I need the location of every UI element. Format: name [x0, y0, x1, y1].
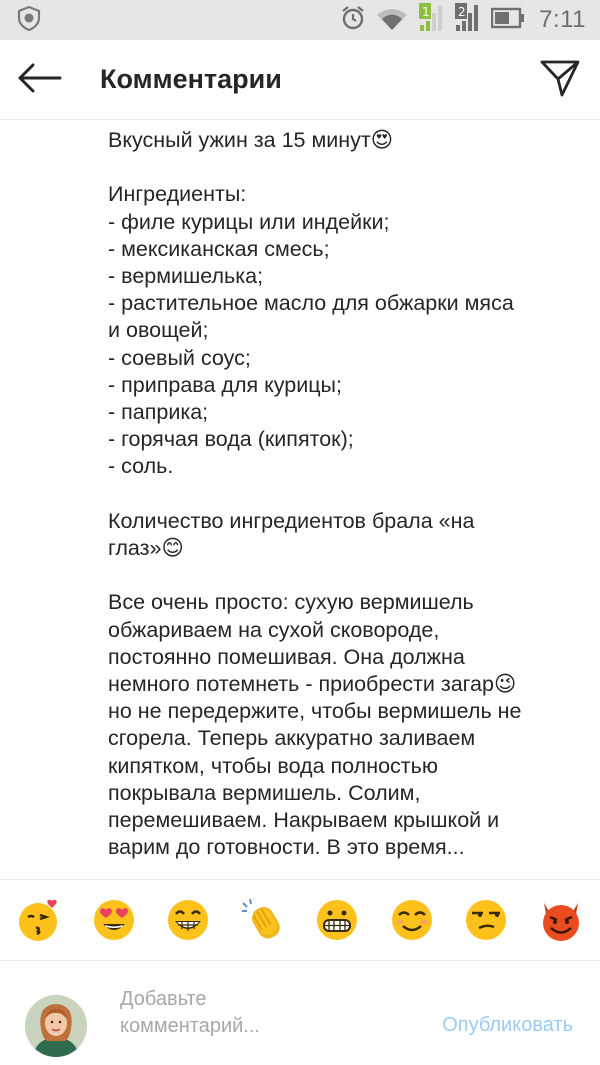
sim1-signal-icon: [417, 3, 445, 38]
paper-plane-icon: [540, 58, 580, 103]
page-title: Комментарии: [100, 64, 282, 94]
wifi-icon: [375, 4, 409, 37]
user-avatar: [25, 995, 87, 1057]
comment-input[interactable]: [120, 986, 350, 1042]
publish-button[interactable]: Опубликовать: [442, 1014, 573, 1036]
grinning-emoji[interactable]: [163, 895, 213, 945]
battery-icon: [491, 7, 525, 34]
header: [0, 40, 600, 120]
unamused-emoji[interactable]: [461, 895, 511, 945]
clock: 7:11: [539, 6, 586, 33]
back-button[interactable]: [16, 62, 64, 98]
share-button[interactable]: [538, 58, 582, 102]
comments-scroll-area[interactable]: [0, 121, 600, 878]
smiling-devil-emoji[interactable]: [536, 895, 586, 945]
shield-app-icon: [16, 5, 42, 36]
smiling-eyes-emoji[interactable]: [387, 895, 437, 945]
sim2-signal-icon: [453, 3, 483, 38]
emoji-quick-bar: [0, 879, 600, 961]
kissing-heart-emoji[interactable]: [14, 895, 64, 945]
sim1-label: 1: [422, 4, 430, 19]
sim2-label: 2: [458, 4, 466, 19]
heart-eyes-emoji[interactable]: [89, 895, 139, 945]
grimacing-emoji[interactable]: [312, 895, 362, 945]
arrow-left-icon: [18, 63, 62, 98]
alarm-icon: [339, 4, 367, 37]
status-icons: [339, 3, 586, 38]
status-bar: [0, 0, 600, 40]
clapping-hands-emoji[interactable]: [238, 895, 288, 945]
comment-composer: [0, 962, 600, 1065]
post-caption: Вкусный ужин за 15 минут😍 Ингредиенты: - филе курицы или индейки; - мексиканская смесь; - вермишелька; - растительное масло для обжарки мяса и овощей; - соевый соус; - приправа для курицы; - паприка; - горячая вода (кипяток); - соль. Количество ингредиентов брала «на глаз»😊 Все очень просто: сухую вермишель обжариваем на сухой сковороде, постоянно помешивая. Она должна немного потемнеть - приобрести загар😉 но не передержите, чтобы вермишель не сгорела. Теперь аккуратно заливаем кипятком, чтобы вода полностью покрывала вермишель. Солим, перемешиваем. Накрываем крышкой и варим до готовности. В это время...: [108, 128, 522, 860]
